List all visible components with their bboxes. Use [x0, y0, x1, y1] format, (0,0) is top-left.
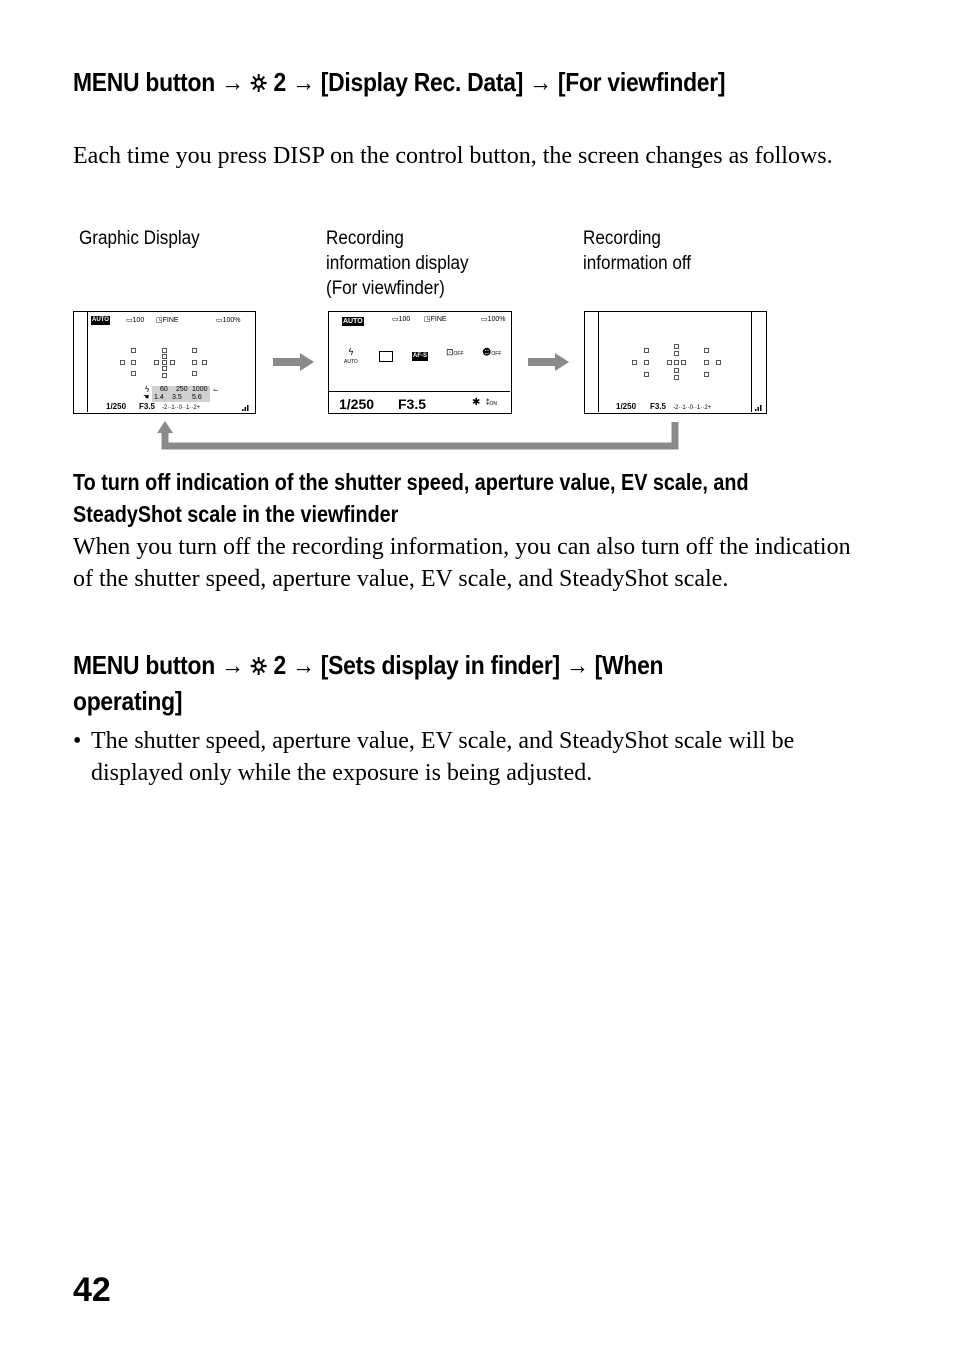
aperture-value: F3.5 — [398, 396, 427, 412]
heading-menu-item: [Display Rec. Data] — [320, 67, 524, 97]
aperture-scale-3-5: 3.5 — [172, 394, 182, 401]
bullet-text: The shutter speed, aperture value, EV scale, and SteadyShot scale will be displayed only while the exposure is being adjusted. — [91, 728, 795, 786]
flash-icon: ϟ — [347, 348, 354, 358]
image-quality: ◳FINE — [156, 316, 179, 324]
subheading-line2: SteadyShot scale in the viewfinder — [73, 501, 399, 527]
shots-remaining: ▭100 — [392, 315, 411, 323]
hand-icon: ☚ — [143, 394, 150, 401]
ae-lock-icon: ✱ — [472, 397, 481, 408]
arrow-icon: → — [221, 67, 244, 97]
ev-scale: -2··1··0··1··2+ — [162, 405, 201, 411]
graphic-scale — [152, 386, 210, 402]
face-detection-setting: ⊡OFF — [446, 348, 464, 358]
steadyshot-icon: ⁑ — [486, 399, 490, 407]
page-number: 42 — [73, 1271, 111, 1309]
heading-menu-item: [Sets display in finder] — [320, 650, 560, 680]
arrow-right-icon — [273, 352, 315, 372]
quality-icon: ◳ — [156, 316, 163, 324]
gear-icon — [250, 73, 268, 93]
intro-paragraph: Each time you press DISP on the control button, the screen changes as follows. — [73, 143, 833, 169]
heading-tab-number: 2 — [273, 67, 286, 97]
heading-setting-value: [When — [594, 650, 664, 680]
info-divider — [329, 391, 510, 392]
smile-icon: ☻ — [482, 348, 492, 358]
screen-graphic-display — [73, 311, 256, 414]
frame-left-line — [598, 312, 599, 412]
battery-level: ▭100% — [481, 315, 506, 323]
screen-recording-info-display — [328, 311, 512, 414]
aperture-value: F3.5 — [139, 402, 156, 411]
heading-menu-button-label: MENU button — [73, 67, 215, 97]
quality-icon: ◳ — [424, 315, 431, 323]
caption-graphic-display: Graphic Display — [79, 228, 200, 249]
bullet-symbol: • — [73, 728, 82, 754]
heading-setting-value: [For viewfinder] — [557, 67, 726, 97]
subheading-turn-off-indication — [73, 466, 749, 530]
aperture-scale-5-6: 5.6 — [192, 394, 202, 401]
arrow-icon: → — [529, 67, 552, 97]
shutter-scale-60: 60 — [160, 386, 168, 393]
shutter-speed: 1/250 — [616, 402, 637, 411]
heading-tab-number: 2 — [273, 650, 286, 680]
shutter-scale-1000: 1000 — [192, 386, 208, 393]
flash-mode: ϟ AUTO — [344, 348, 358, 365]
section-heading-display-rec-data — [73, 64, 725, 100]
flash-icon: ϟ — [145, 385, 150, 394]
image-quality: ◳FINE — [424, 315, 447, 323]
shots-remaining: ▭100 — [126, 316, 145, 324]
steadyshot-icon — [754, 402, 764, 412]
arrow-icon: → — [565, 650, 589, 680]
frame-left-line — [87, 312, 88, 412]
steadyshot-icon — [241, 402, 251, 412]
frame-right-line — [751, 312, 752, 412]
memory-card-icon: ▭ — [126, 316, 133, 324]
subheading-line1: To turn off indication of the shutter speed, aperture value, EV scale, and — [73, 469, 749, 495]
section-heading-sets-display-in-finder — [73, 647, 663, 719]
mode-badge: AUTO — [343, 318, 363, 325]
heading-menu-button-label: MENU button — [73, 650, 215, 680]
steadyshot-on: ⁑ON — [486, 399, 497, 407]
bullet-item — [73, 725, 863, 789]
arrow-right-icon — [528, 352, 570, 372]
drive-mode-icon — [379, 351, 393, 362]
arrow-icon: → — [292, 650, 315, 680]
shutter-scale-250: 250 — [176, 386, 188, 393]
shutter-speed: 1/250 — [339, 396, 375, 412]
turn-off-paragraph: When you turn off the recording information, you can also turn off the indication of the shutter speed, aperture value, EV scale, and SteadyShot scale. — [73, 534, 851, 592]
smile-shutter-setting: ☻OFF — [482, 348, 502, 358]
memory-card-icon: ▭ — [392, 315, 399, 323]
mode-badge: AUTO — [92, 317, 109, 323]
return-arrow-icon — [154, 418, 684, 452]
heading-setting-value-cont: operating] — [73, 686, 183, 716]
battery-icon: ▭ — [216, 316, 223, 324]
gear-icon — [250, 656, 268, 676]
aperture-value: F3.5 — [650, 402, 667, 411]
caption-recording-info-off: Recording information off — [583, 228, 692, 274]
screen-recording-info-off — [584, 311, 767, 414]
face-detection-icon: ⊡ — [446, 348, 454, 358]
graphic-right-icons: ⌙ — [213, 387, 219, 394]
ev-scale: -2··1··0··1··2+ — [673, 405, 712, 411]
aperture-scale-1-4: 1.4 — [154, 394, 164, 401]
caption-recording-info-display: Recording information display (For viewfinder) — [326, 228, 469, 299]
arrow-icon: → — [292, 67, 315, 97]
shutter-speed: 1/250 — [106, 402, 127, 411]
focus-mode-badge: AF-S — [413, 353, 427, 359]
arrow-icon: → — [221, 650, 244, 680]
battery-level: ▭100% — [216, 316, 241, 324]
battery-icon: ▭ — [481, 315, 488, 323]
